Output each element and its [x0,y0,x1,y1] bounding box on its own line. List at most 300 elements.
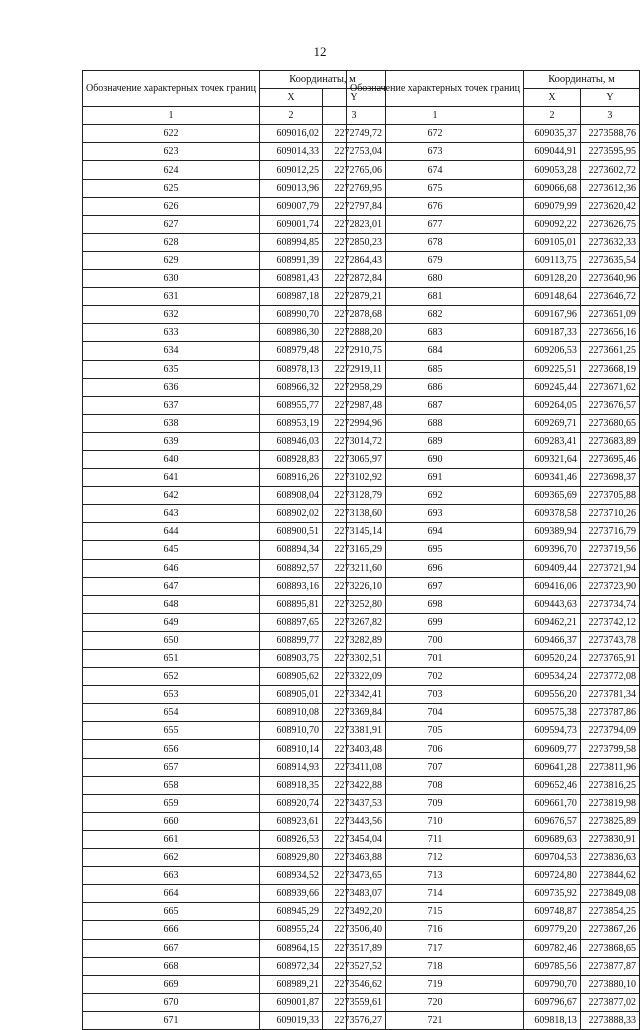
x-coordinate-cell: 608945,29 [260,903,323,921]
y-coordinate-cell: 2272910,75 [323,342,386,360]
table-row [347,613,640,631]
table-row [83,939,386,957]
x-coordinate-cell: 609676,57 [524,812,581,830]
x-coordinate-cell: 609264,05 [524,396,581,414]
coordinates-table-right [346,70,640,1030]
point-id-cell: 673 [347,143,524,161]
y-coordinate-cell: 2273683,89 [580,432,639,450]
table-row [347,450,640,468]
point-id-cell: 635 [83,360,260,378]
y-coordinate-cell: 2273483,07 [323,885,386,903]
point-id-cell: 648 [83,595,260,613]
table-row [83,867,386,885]
point-id-cell: 715 [347,903,524,921]
table-row [347,939,640,957]
y-coordinate-cell: 2273854,25 [580,903,639,921]
x-coordinate-cell: 609044,91 [524,143,581,161]
table-row [83,559,386,577]
y-coordinate-cell: 2273877,02 [580,993,639,1011]
y-coordinate-cell: 2273559,61 [323,993,386,1011]
x-coordinate-cell: 609409,44 [524,559,581,577]
x-coordinate-cell: 608892,57 [260,559,323,577]
x-coordinate-cell: 609105,01 [524,233,581,251]
table-body-left [83,71,386,1030]
y-coordinate-cell: 2273065,97 [323,450,386,468]
point-id-cell: 706 [347,740,524,758]
y-coordinate-cell: 2273661,25 [580,342,639,360]
table-row [347,324,640,342]
coords-header: Координаты, м [524,71,640,89]
x-coordinate-cell: 609785,56 [524,957,581,975]
x-coordinate-cell: 609113,75 [524,251,581,269]
x-coordinate-cell: 608902,02 [260,505,323,523]
point-id-cell: 652 [83,668,260,686]
x-coordinate-cell: 609019,33 [260,1011,323,1029]
y-coordinate-cell: 2273635,54 [580,251,639,269]
y-coordinate-cell: 2273743,78 [580,631,639,649]
table-row [83,541,386,559]
x-coordinate-cell: 609365,69 [524,487,581,505]
point-id-cell: 705 [347,722,524,740]
y-coordinate-cell: 2273595,95 [580,143,639,161]
x-coordinate-cell: 609053,28 [524,161,581,179]
table-row [347,125,640,143]
table-row [347,215,640,233]
x-coordinate-cell: 608986,30 [260,324,323,342]
y-coordinate-cell: 2273588,76 [580,125,639,143]
point-id-cell: 683 [347,324,524,342]
y-coordinate-cell: 2273787,86 [580,704,639,722]
table-row [347,650,640,668]
point-id-cell: 701 [347,650,524,668]
point-id-cell: 642 [83,487,260,505]
y-coordinate-cell: 2273646,72 [580,288,639,306]
x-coordinate-cell: 608905,01 [260,686,323,704]
x-coordinate-cell: 608897,65 [260,613,323,631]
y-header: Y [580,89,639,107]
point-id-cell: 667 [83,939,260,957]
x-coordinate-cell: 609148,64 [524,288,581,306]
point-id-cell: 626 [83,197,260,215]
table-row [83,270,386,288]
point-id-cell: 634 [83,342,260,360]
x-coordinate-cell: 609014,33 [260,143,323,161]
y-coordinate-cell: 2273772,08 [580,668,639,686]
x-coordinate-cell: 608989,21 [260,975,323,993]
table-row [347,288,640,306]
y-coordinate-cell: 2273492,20 [323,903,386,921]
x-coordinate-cell: 609704,53 [524,849,581,867]
table-row [347,179,640,197]
y-coordinate-cell: 2273342,41 [323,686,386,704]
table-row [347,885,640,903]
point-id-cell: 678 [347,233,524,251]
y-coordinate-cell: 2273620,42 [580,197,639,215]
x-coordinate-cell: 608972,34 [260,957,323,975]
column-number-3: 3 [323,107,386,125]
table-row [347,469,640,487]
y-coordinate-cell: 2272987,48 [323,396,386,414]
point-id-cell: 647 [83,577,260,595]
x-coordinate-cell: 609782,46 [524,939,581,957]
y-coordinate-cell: 2273640,96 [580,270,639,288]
x-coordinate-cell: 609092,22 [524,215,581,233]
y-coordinate-cell: 2273282,89 [323,631,386,649]
y-coordinate-cell: 2273676,57 [580,396,639,414]
y-coordinate-cell: 2273632,33 [580,233,639,251]
table-row [347,378,640,396]
x-coordinate-cell: 609128,20 [524,270,581,288]
table-row [347,686,640,704]
table-row [347,487,640,505]
x-coordinate-cell: 608895,81 [260,595,323,613]
point-id-cell: 637 [83,396,260,414]
point-id-cell: 649 [83,613,260,631]
x-coordinate-cell: 608900,51 [260,523,323,541]
point-id-cell: 623 [83,143,260,161]
table-row [347,668,640,686]
y-coordinate-cell: 2273463,88 [323,849,386,867]
y-coordinate-cell: 2272919,11 [323,360,386,378]
x-coordinate-cell: 609609,77 [524,740,581,758]
point-id-cell: 669 [83,975,260,993]
table-row [83,505,386,523]
y-coordinate-cell: 2272753,04 [323,143,386,161]
y-header: Y [323,89,386,107]
x-coordinate-cell: 608926,53 [260,830,323,848]
x-header: X [524,89,581,107]
x-coordinate-cell: 609378,58 [524,505,581,523]
y-coordinate-cell: 2273612,36 [580,179,639,197]
y-coordinate-cell: 2273765,91 [580,650,639,668]
table-row [347,414,640,432]
table-row [347,577,640,595]
y-coordinate-cell: 2272994,96 [323,414,386,432]
table-row [347,704,640,722]
point-id-cell: 628 [83,233,260,251]
point-id-cell: 702 [347,668,524,686]
x-coordinate-cell: 609007,79 [260,197,323,215]
table-row [347,161,640,179]
x-coordinate-cell: 608981,43 [260,270,323,288]
y-coordinate-cell: 2273546,62 [323,975,386,993]
table-row [83,233,386,251]
column-number-1: 1 [347,107,524,125]
x-coordinate-cell: 609245,44 [524,378,581,396]
table-row [83,650,386,668]
table-row [83,197,386,215]
x-coordinate-cell: 609796,67 [524,993,581,1011]
y-coordinate-cell: 2273473,65 [323,867,386,885]
table-row [83,342,386,360]
y-coordinate-cell: 2273698,37 [580,469,639,487]
x-coordinate-cell: 608899,77 [260,631,323,649]
table-row [347,1011,640,1029]
point-id-cell: 681 [347,288,524,306]
point-id-cell: 676 [347,197,524,215]
column-number-2: 2 [524,107,581,125]
table-row [83,251,386,269]
y-coordinate-cell: 2273403,48 [323,740,386,758]
point-label-header: Обозначение характерных точек границ [347,71,524,107]
y-coordinate-cell: 2273680,65 [580,414,639,432]
y-coordinate-cell: 2273867,26 [580,921,639,939]
table-row [347,957,640,975]
y-coordinate-cell: 2273381,91 [323,722,386,740]
point-id-cell: 714 [347,885,524,903]
y-coordinate-cell: 2273888,33 [580,1011,639,1029]
point-id-cell: 675 [347,179,524,197]
y-coordinate-cell: 2273816,25 [580,776,639,794]
point-id-cell: 711 [347,830,524,848]
point-id-cell: 699 [347,613,524,631]
y-coordinate-cell: 2272878,68 [323,306,386,324]
y-coordinate-cell: 2273695,46 [580,450,639,468]
x-coordinate-cell: 608893,16 [260,577,323,595]
x-coordinate-cell: 608929,80 [260,849,323,867]
table-row [83,903,386,921]
x-coordinate-cell: 608908,04 [260,487,323,505]
point-id-cell: 694 [347,523,524,541]
x-coordinate-cell: 608914,93 [260,758,323,776]
x-coordinate-cell: 609035,37 [524,125,581,143]
x-coordinate-cell: 608934,52 [260,867,323,885]
y-coordinate-cell: 2273576,27 [323,1011,386,1029]
point-id-cell: 721 [347,1011,524,1029]
point-id-cell: 690 [347,450,524,468]
y-coordinate-cell: 2273781,34 [580,686,639,704]
point-id-cell: 624 [83,161,260,179]
x-coordinate-cell: 609001,87 [260,993,323,1011]
x-coordinate-cell: 608978,13 [260,360,323,378]
y-coordinate-cell: 2273527,52 [323,957,386,975]
table-row [347,867,640,885]
table-row [347,595,640,613]
y-coordinate-cell: 2272749,72 [323,125,386,143]
point-id-cell: 660 [83,812,260,830]
point-id-cell: 663 [83,867,260,885]
x-coordinate-cell: 609012,25 [260,161,323,179]
table-row [347,559,640,577]
y-coordinate-cell: 2273723,90 [580,577,639,595]
point-id-cell: 689 [347,432,524,450]
y-coordinate-cell: 2272879,21 [323,288,386,306]
point-id-cell: 666 [83,921,260,939]
point-id-cell: 651 [83,650,260,668]
table-row [83,668,386,686]
x-coordinate-cell: 609661,70 [524,794,581,812]
point-id-cell: 695 [347,541,524,559]
table-row [347,342,640,360]
x-coordinate-cell: 609735,92 [524,885,581,903]
y-coordinate-cell: 2273252,80 [323,595,386,613]
y-coordinate-cell: 2273880,10 [580,975,639,993]
x-coordinate-cell: 608987,18 [260,288,323,306]
coordinates-table-left [82,70,386,1030]
y-coordinate-cell: 2273211,60 [323,559,386,577]
point-id-cell: 672 [347,125,524,143]
y-coordinate-cell: 2273868,65 [580,939,639,957]
y-coordinate-cell: 2273145,14 [323,523,386,541]
y-coordinate-cell: 2273138,60 [323,505,386,523]
table-row [347,270,640,288]
y-coordinate-cell: 2273226,10 [323,577,386,595]
table-row [347,143,640,161]
y-coordinate-cell: 2273799,58 [580,740,639,758]
point-id-cell: 679 [347,251,524,269]
x-coordinate-cell: 609396,70 [524,541,581,559]
y-coordinate-cell: 2273668,19 [580,360,639,378]
y-coordinate-cell: 2273836,63 [580,849,639,867]
table-row [347,993,640,1011]
table-row [83,161,386,179]
table-row [83,776,386,794]
table-row [83,957,386,975]
point-id-cell: 677 [347,215,524,233]
point-id-cell: 630 [83,270,260,288]
table-row [83,414,386,432]
table-row [347,251,640,269]
x-coordinate-cell: 608964,15 [260,939,323,957]
point-id-cell: 662 [83,849,260,867]
y-coordinate-cell: 2273517,89 [323,939,386,957]
point-id-cell: 684 [347,342,524,360]
table-row [83,993,386,1011]
table-row [347,812,640,830]
y-coordinate-cell: 2273819,98 [580,794,639,812]
table-row [83,215,386,233]
column-number-3: 3 [580,107,639,125]
table-row [83,812,386,830]
point-id-cell: 707 [347,758,524,776]
point-id-cell: 622 [83,125,260,143]
table-row [83,975,386,993]
x-coordinate-cell: 609013,96 [260,179,323,197]
y-coordinate-cell: 2273844,62 [580,867,639,885]
table-row [347,776,640,794]
y-coordinate-cell: 2273656,16 [580,324,639,342]
y-coordinate-cell: 2273165,29 [323,541,386,559]
y-coordinate-cell: 2273716,79 [580,523,639,541]
point-id-cell: 691 [347,469,524,487]
x-coordinate-cell: 609167,96 [524,306,581,324]
y-coordinate-cell: 2273877,87 [580,957,639,975]
point-id-cell: 703 [347,686,524,704]
point-id-cell: 704 [347,704,524,722]
point-id-cell: 627 [83,215,260,233]
y-coordinate-cell: 2273671,62 [580,378,639,396]
table-row [347,722,640,740]
y-coordinate-cell: 2273651,09 [580,306,639,324]
x-coordinate-cell: 609341,46 [524,469,581,487]
x-coordinate-cell: 609001,74 [260,215,323,233]
table-row [347,849,640,867]
table-row [83,885,386,903]
x-coordinate-cell: 609779,20 [524,921,581,939]
table-row [83,613,386,631]
x-coordinate-cell: 609641,28 [524,758,581,776]
table-row [347,758,640,776]
x-coordinate-cell: 608920,74 [260,794,323,812]
table-row [347,360,640,378]
y-coordinate-cell: 2273443,56 [323,812,386,830]
table-row [83,396,386,414]
point-id-cell: 717 [347,939,524,957]
table-row [83,740,386,758]
point-id-cell: 718 [347,957,524,975]
x-coordinate-cell: 608979,48 [260,342,323,360]
x-coordinate-cell: 609225,51 [524,360,581,378]
table-row [83,432,386,450]
column-number-2: 2 [260,107,323,125]
x-coordinate-cell: 609594,73 [524,722,581,740]
point-id-cell: 712 [347,849,524,867]
x-coordinate-cell: 608910,14 [260,740,323,758]
x-coordinate-cell: 609534,24 [524,668,581,686]
table-row [347,921,640,939]
x-coordinate-cell: 608994,85 [260,233,323,251]
y-coordinate-cell: 2273849,08 [580,885,639,903]
point-id-cell: 664 [83,885,260,903]
point-id-cell: 665 [83,903,260,921]
x-coordinate-cell: 609079,99 [524,197,581,215]
column-number-1: 1 [83,107,260,125]
y-coordinate-cell: 2273825,89 [580,812,639,830]
point-id-cell: 682 [347,306,524,324]
table-row [347,830,640,848]
y-coordinate-cell: 2273742,12 [580,613,639,631]
y-coordinate-cell: 2273710,26 [580,505,639,523]
table-row [347,432,640,450]
point-id-cell: 720 [347,993,524,1011]
x-coordinate-cell: 609520,24 [524,650,581,668]
point-id-cell: 697 [347,577,524,595]
table-row [83,378,386,396]
x-coordinate-cell: 609269,71 [524,414,581,432]
x-coordinate-cell: 608946,03 [260,432,323,450]
x-coordinate-cell: 608953,19 [260,414,323,432]
x-coordinate-cell: 609389,94 [524,523,581,541]
table-row [347,197,640,215]
point-id-cell: 693 [347,505,524,523]
x-coordinate-cell: 608916,26 [260,469,323,487]
y-coordinate-cell: 2273369,84 [323,704,386,722]
y-coordinate-cell: 2273721,94 [580,559,639,577]
x-coordinate-cell: 609790,70 [524,975,581,993]
x-coordinate-cell: 609016,02 [260,125,323,143]
y-coordinate-cell: 2273811,96 [580,758,639,776]
point-id-cell: 674 [347,161,524,179]
y-coordinate-cell: 2272850,23 [323,233,386,251]
point-id-cell: 719 [347,975,524,993]
y-coordinate-cell: 2273830,91 [580,830,639,848]
x-coordinate-cell: 609187,33 [524,324,581,342]
point-id-cell: 653 [83,686,260,704]
point-id-cell: 696 [347,559,524,577]
y-coordinate-cell: 2273506,40 [323,921,386,939]
point-id-cell: 629 [83,251,260,269]
y-coordinate-cell: 2272765,06 [323,161,386,179]
x-coordinate-cell: 608990,70 [260,306,323,324]
table-row [83,722,386,740]
x-coordinate-cell: 609556,20 [524,686,581,704]
y-coordinate-cell: 2273014,72 [323,432,386,450]
point-id-cell: 668 [83,957,260,975]
table-row [83,704,386,722]
point-id-cell: 654 [83,704,260,722]
point-id-cell: 710 [347,812,524,830]
point-id-cell: 685 [347,360,524,378]
